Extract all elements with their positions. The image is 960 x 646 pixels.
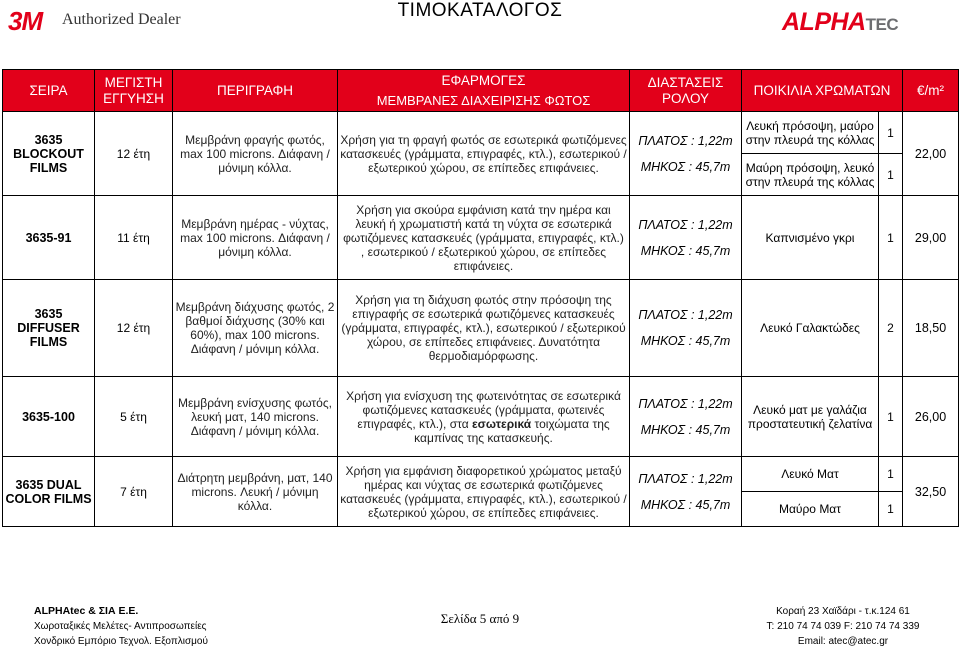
cell-application — [338, 377, 630, 457]
cell-color: Λευκό ματ με γαλάζια προστατευτική ζελατίνα — [742, 377, 879, 457]
cell-description: Μεμβράνη ενίσχυσης φωτός, λευκή ματ, 140 microns. Διάφανη / μόνιμη κόλλα. — [173, 377, 338, 457]
table-row — [3, 112, 959, 154]
header-colors: ΠΟΙΚΙΛΙΑ ΧΡΩΜΑΤΩΝ — [742, 70, 903, 112]
table-row — [3, 196, 959, 280]
cell-price: 22,00 — [903, 112, 959, 196]
email: Email: atec@atec.gr — [797, 636, 889, 646]
roll-length: ΜΗΚΟΣ : 45,7m — [640, 243, 731, 258]
cell-color-qty: 2 — [879, 280, 903, 377]
table-row — [3, 457, 959, 492]
cell-warranty: 12 έτη — [95, 112, 173, 196]
cell-price: 29,00 — [903, 196, 959, 280]
cell-application: Χρήση για εμφάνιση διαφορετικού χρώματος μεταξύ ημέρας και νύχτας σε εσωτερικά φωτιζόμενες κατασκευές (γράμματα, επιγραφές, κτλ.), εσωτερικού / εξωτερικού χώρου, σε επίπεδες επιφάνειες. — [338, 457, 630, 527]
alphatec-logo-tec: TEC — [865, 15, 899, 34]
address: Κοραή 23 Χαϊδάρι - τ.κ.124 61 — [776, 606, 910, 617]
alphatec-logo-main: ALPHA — [782, 8, 866, 36]
cell-application: Χρήση για τη φραγή φωτός σε εσωτερικά φωτιζόμενες κατασκευές (γράμματα, επιγραφές, κτλ.), εσωτερικού / εξωτερικού χώρου, σε επίπεδες επιφάνειες. — [338, 112, 630, 196]
header-warranty: ΜΕΓΙΣΤΗ ΕΓΓΥΗΣΗ — [95, 70, 173, 112]
header-series: ΣΕΙΡΑ — [3, 70, 95, 112]
header-description: ΠΕΡΙΓΡΑΦΗ — [173, 70, 338, 112]
cell-application: Χρήση για σκούρα εμφάνιση κατά την ημέρα και λευκή ή χρωματιστή κατά τη νύχτα σε εσωτερικά φωτιζόμενες κατασκευές (γράμματα, επιγραφές, κτλ.) , εσωτερικού / εξωτερικού χώρου, σε επίπεδες επιφάνειες. — [338, 196, 630, 280]
table-row — [3, 377, 959, 457]
phone-fax: T: 210 74 74 039 F: 210 74 74 339 — [766, 621, 920, 632]
company-activity: Χονδρικό Εμπόριο Τεχνολ. Εξοπλισμού — [34, 636, 208, 646]
header-dimensions: ΔΙΑΣΤΑΣΕΙΣ ΡΟΛΟΥ — [630, 70, 742, 112]
cell-description: Μεμβράνη φραγής φωτός, max 100 microns. Διάφανη / μόνιμη κόλλα. — [173, 112, 338, 196]
cell-description: Μεμβράνη διάχυσης φωτός, 2 βαθμοί διάχυσης (30% και 60%), max 100 microns. Διάφανη / μόνιμη κόλλα. — [173, 280, 338, 377]
cell-price: 18,50 — [903, 280, 959, 377]
page-footer — [0, 598, 960, 646]
cell-warranty: 7 έτη — [95, 457, 173, 527]
roll-width: ΠΛΑΤΟΣ : 1,22m — [638, 217, 733, 232]
cell-dimensions — [630, 280, 742, 377]
3m-logo: 3M — [8, 6, 43, 36]
cell-dimensions — [630, 196, 742, 280]
header-price: €/m² — [903, 70, 959, 112]
cell-color: Λευκό Γαλακτώδες — [742, 280, 879, 377]
authorized-dealer-text: Authorized Dealer — [62, 11, 181, 28]
cell-warranty: 12 έτη — [95, 280, 173, 377]
cell-price: 32,50 — [903, 457, 959, 527]
roll-length: ΜΗΚΟΣ : 45,7m — [640, 497, 731, 512]
cell-color-qty: 1 — [879, 457, 903, 492]
cell-dimensions — [630, 377, 742, 457]
cell-color: Λευκό Ματ — [742, 457, 879, 492]
cell-dimensions — [630, 112, 742, 196]
cell-series: 3635-91 — [3, 196, 95, 280]
application-text: τοιχώματα της καμπίνας της κατασκευής. — [414, 416, 610, 445]
cell-color-qty: 1 — [879, 492, 903, 527]
cell-series: 3635 BLOCKOUT FILMS — [3, 112, 95, 196]
company-name: ALPHAtec & ΣΙΑ Ε.Ε. — [34, 605, 139, 617]
company-activity: Χωροταξικές Μελέτες- Αντιπροσωπείες — [34, 621, 207, 632]
cell-price: 26,00 — [903, 377, 959, 457]
page-title: ΤΙΜΟΚΑΤΑΛΟΓΟΣ — [397, 0, 563, 21]
price-table — [2, 69, 959, 527]
cell-color: Λευκή πρόσοψη, μαύρο στην πλευρά της κόλλας — [742, 112, 879, 154]
table-header-row — [3, 70, 959, 92]
application-text: Χρήση για ενίσχυση της φωτεινότητας σε εσωτερικά φωτιζόμενες κατασκευές (γράμματα, φωτεινές επιγραφές, κτλ.), στα — [346, 388, 621, 431]
contact-info — [738, 604, 948, 646]
cell-warranty: 11 έτη — [95, 196, 173, 280]
cell-description: Διάτρητη μεμβράνη, ματ, 140 microns. Λευκή / μόνιμη κόλλα. — [173, 457, 338, 527]
application-bold-text: εσωτερικά — [471, 416, 532, 431]
cell-color-qty: 1 — [879, 377, 903, 457]
roll-width: ΠΛΑΤΟΣ : 1,22m — [638, 396, 733, 411]
header-applications: ΕΦΑΡΜΟΓΕΣ — [338, 70, 630, 92]
roll-length: ΜΗΚΟΣ : 45,7m — [640, 422, 731, 437]
cell-warranty: 5 έτη — [95, 377, 173, 457]
roll-width: ΠΛΑΤΟΣ : 1,22m — [638, 133, 733, 148]
roll-width: ΠΛΑΤΟΣ : 1,22m — [638, 308, 733, 322]
price-table-container — [2, 69, 958, 527]
cell-color: Καπνισμένο γκρι — [742, 196, 879, 280]
alphatec-logo — [782, 8, 898, 37]
cell-color-qty: 1 — [879, 196, 903, 280]
roll-length: ΜΗΚΟΣ : 45,7m — [640, 159, 731, 174]
cell-color: Μαύρο Ματ — [742, 492, 879, 527]
roll-width: ΠΛΑΤΟΣ : 1,22m — [638, 471, 733, 486]
cell-dimensions — [630, 457, 742, 527]
cell-color-qty: 1 — [879, 112, 903, 154]
header-section: ΜΕΜΒΡΑΝΕΣ ΔΙΑΧΕΙΡΙΣΗΣ ΦΩΤΟΣ — [338, 92, 630, 112]
table-row — [3, 280, 959, 377]
cell-series: 3635 DIFFUSER FILMS — [3, 280, 95, 377]
cell-series: 3635-100 — [3, 377, 95, 457]
cell-color: Μαύρη πρόσοψη, λευκό στην πλευρά της κόλλας — [742, 154, 879, 196]
roll-length: ΜΗΚΟΣ : 45,7m — [640, 334, 731, 348]
cell-description: Μεμβράνη ημέρας - νύχτας, max 100 microns. Διάφανη / μόνιμη κόλλα. — [173, 196, 338, 280]
page-number: Σελίδα 5 από 9 — [440, 611, 520, 626]
page-header — [0, 0, 960, 48]
cell-application: Χρήση για τη διάχυση φωτός στην πρόσοψη της επιγραφής σε εσωτερικά φωτιζόμενες κατασκευές (γράμματα, επιγραφές, κτλ.), εσωτερικού / εξωτερικού χώρου, σε επίπεδες επιφάνειες. Δυνατότητα θερμοδιαμόρφωσης. — [338, 280, 630, 377]
cell-color-qty: 1 — [879, 154, 903, 196]
cell-series: 3635 DUAL COLOR FILMS — [3, 457, 95, 527]
